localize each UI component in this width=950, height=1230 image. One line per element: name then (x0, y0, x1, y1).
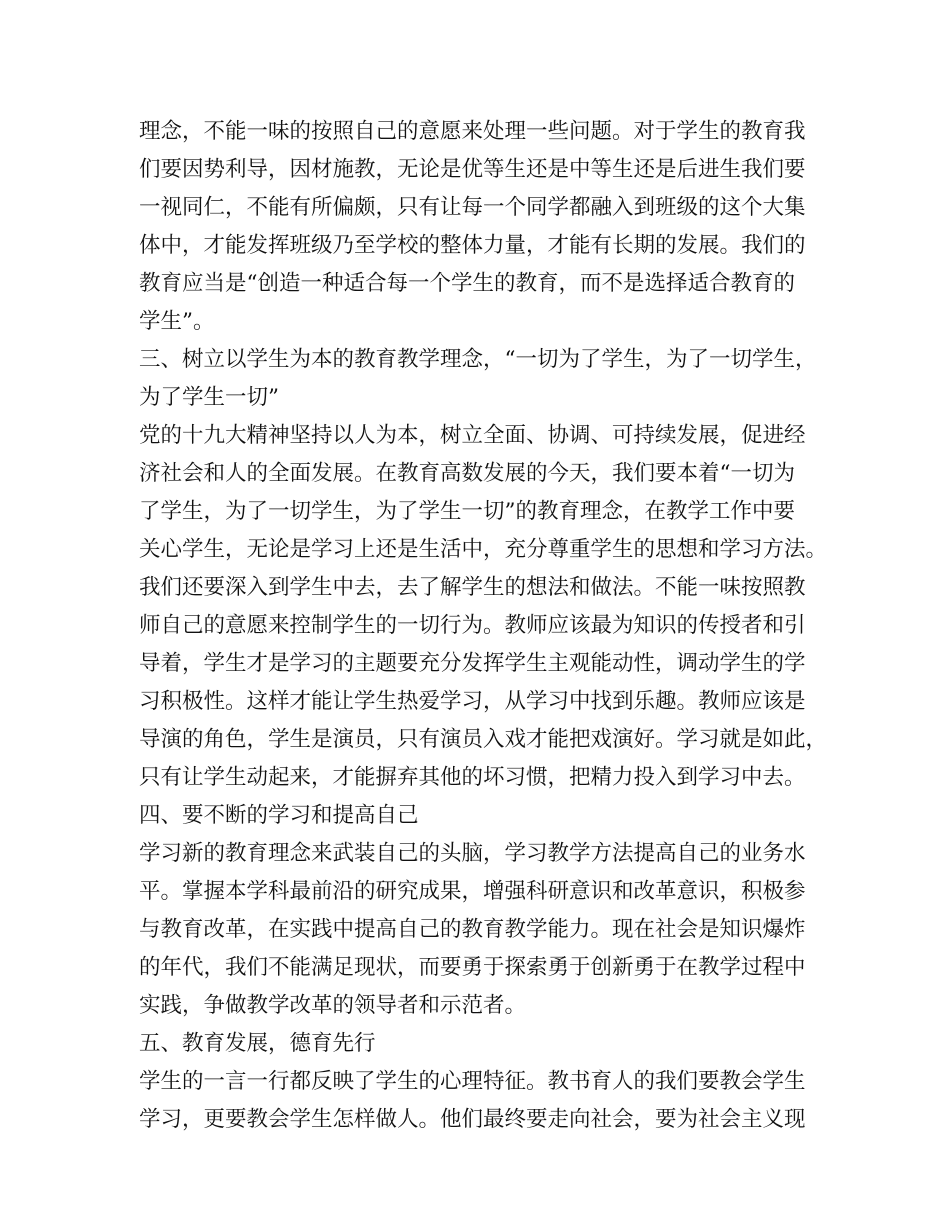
text-line: 党的十九大精神坚持以人为本，树立全面、协调、可持续发展，促进经 (139, 423, 806, 448)
text-line: 师自己的意愿来控制学生的一切行为。教师应该最为知识的传授者和引 (139, 613, 806, 638)
section-heading-5: 五、教育发展，德育先行 (139, 1031, 376, 1056)
text-line: 学生”。 (139, 309, 215, 334)
text-line: 学习新的教育理念来武装自己的头脑，学习教学方法提高自己的业务水 (139, 841, 806, 866)
section-heading-4: 四、要不断的学习和提高自己 (139, 803, 419, 828)
text-line: 们要因势利导，因材施教，无论是优等生还是中等生还是后进生我们要 (139, 157, 806, 182)
text-line: 体中，才能发挥班级乃至学校的整体力量，才能有长期的发展。我们的 (139, 233, 806, 258)
text-line: 学习，更要教会学生怎样做人。他们最终要走向社会，要为社会主义现 (139, 1107, 806, 1132)
text-line: 导着，学生才是学习的主题要充分发挥学生主观能动性，调动学生的学 (139, 651, 806, 676)
section-heading-3-continued: 为了学生一切” (139, 385, 279, 410)
text-line: 关心学生，无论是学习上还是生活中，充分尊重学生的思想和学习方法。 (139, 537, 828, 562)
text-line: 教育应当是“创造一种适合每一个学生的教育，而不是选择适合教育的 (139, 271, 795, 296)
text-line: 导演的角色，学生是演员，只有演员入戏才能把戏演好。学习就是如此， (139, 727, 828, 752)
text-line: 济社会和人的全面发展。在教育高数发展的今天，我们要本着“一切为 (139, 461, 795, 486)
text-line: 的年代，我们不能满足现状，而要勇于探索勇于创新勇于在教学过程中 (139, 955, 806, 980)
text-line: 只有让学生动起来，才能摒弃其他的坏习惯，把精力投入到学习中去。 (139, 765, 806, 790)
text-line: 实践，争做教学改革的领导者和示范者。 (139, 993, 527, 1018)
text-line: 与教育改革，在实践中提高自己的教育教学能力。现在社会是知识爆炸 (139, 917, 806, 942)
text-line: 理念，不能一味的按照自己的意愿来处理一些问题。对于学生的教育我 (139, 119, 806, 144)
text-line: 我们还要深入到学生中去，去了解学生的想法和做法。不能一味按照教 (139, 575, 806, 600)
text-line: 学生的一言一行都反映了学生的心理特征。教书育人的我们要教会学生 (139, 1069, 806, 1094)
section-heading-3: 三、树立以学生为本的教育教学理念，“一切为了学生，为了一切学生， (139, 347, 817, 372)
text-line: 了学生，为了一切学生，为了学生一切”的教育理念，在教学工作中要 (139, 499, 795, 524)
text-line: 习积极性。这样才能让学生热爱学习，从学习中找到乐趣。教师应该是 (139, 689, 806, 714)
document-body (139, 113, 829, 1139)
text-line: 一视同仁，不能有所偏颇，只有让每一个同学都融入到班级的这个大集 (139, 195, 806, 220)
text-line: 平。掌握本学科最前沿的研究成果，增强科研意识和改革意识，积极参 (139, 879, 806, 904)
